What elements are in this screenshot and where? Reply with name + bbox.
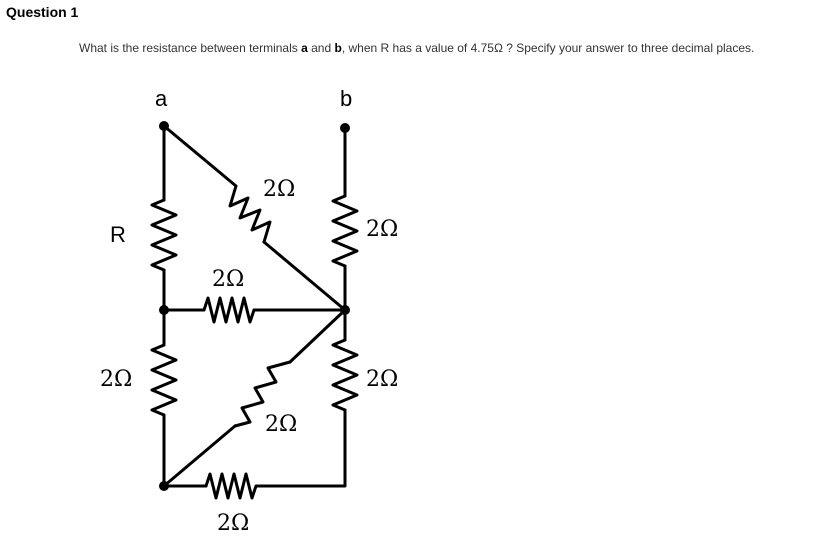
resistor-left-lower (152, 345, 176, 415)
label-diag-upper: 2Ω (263, 177, 296, 202)
label-terminal-b: b (340, 86, 353, 111)
resistor-right-upper (333, 196, 357, 266)
question-title: Question 1 (6, 4, 79, 20)
resistor-mid (204, 298, 254, 322)
question-text-part3: , when R has a value of 4.75Ω ? Specify your answer to three decimal places. (341, 41, 755, 55)
label-right-lower: 2Ω (366, 367, 399, 392)
label-diag-lower: 2Ω (265, 412, 298, 437)
resistor-right-lower (333, 340, 357, 410)
right-mid-node (340, 305, 350, 315)
bottom-left-node (159, 481, 169, 491)
label-r: R (110, 222, 126, 247)
resistor-r (152, 200, 176, 270)
terminal-a-node (159, 121, 169, 131)
question-terminal-a: a (301, 41, 308, 55)
label-terminal-a: a (155, 86, 168, 111)
question-terminal-b: b (334, 41, 342, 55)
label-left-lower: 2Ω (100, 367, 133, 392)
label-horizontal-mid: 2Ω (212, 267, 245, 292)
wire-node-diag-lower (290, 310, 345, 362)
wire-a-diag (164, 126, 236, 186)
question-text-part2: and (307, 41, 335, 55)
wire-diag-lower-bottom (164, 426, 235, 486)
label-bottom: 2Ω (217, 511, 250, 536)
question-text-part1: What is the resistance between terminals (79, 41, 302, 55)
terminal-b-node (340, 123, 350, 133)
wire-diag-to-node (264, 242, 345, 310)
resistor-bottom (206, 474, 265, 498)
label-right-upper: 2Ω (366, 217, 399, 242)
left-mid-node (159, 305, 169, 315)
